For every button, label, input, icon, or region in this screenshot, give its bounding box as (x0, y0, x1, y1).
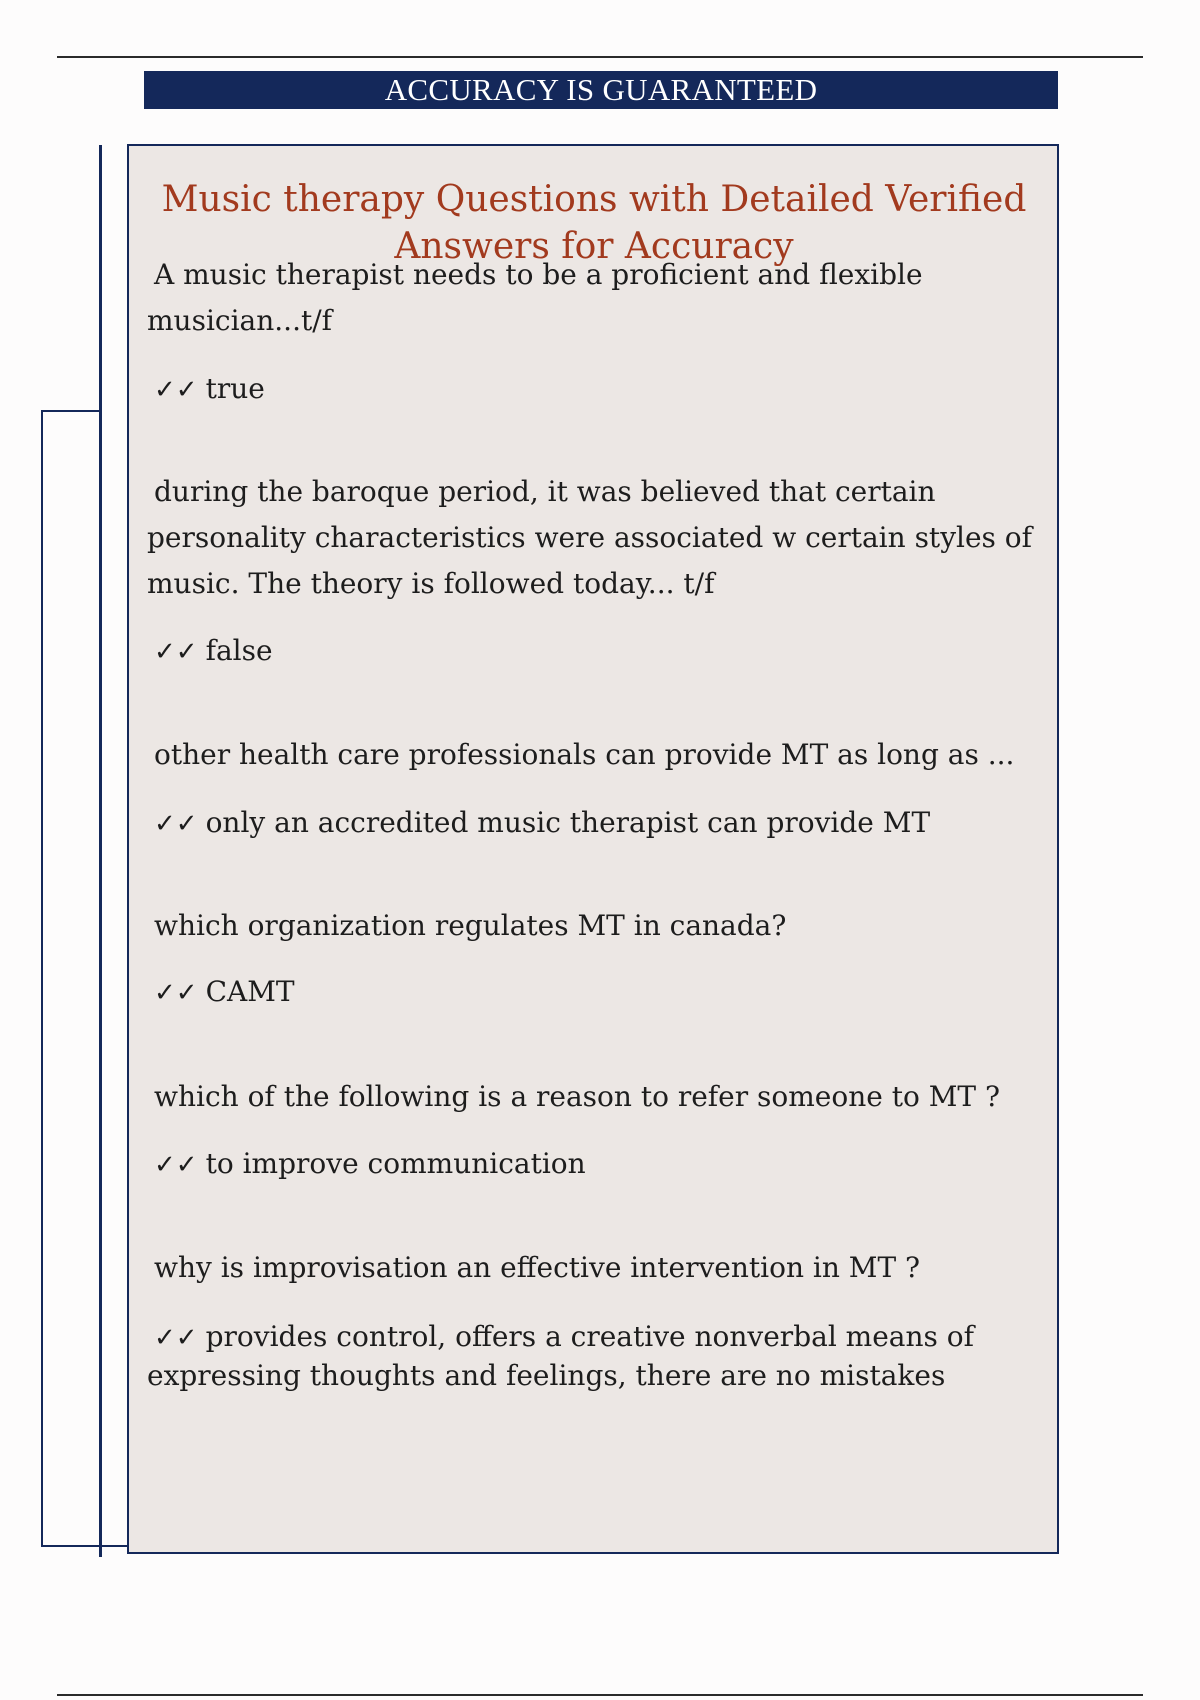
question-6: why is improvisation an effective intervention in MT ? (154, 1251, 921, 1284)
answer-text-3: only an accredited music therapist can provide MT (205, 806, 931, 839)
document-title: Music therapy Questions with Detailed Verified Answers for Accuracy (161, 179, 1027, 267)
answer-5 (147, 1141, 1037, 1188)
question-4: which organization regulates MT in canada? (154, 909, 787, 942)
double-check-icon: ✓✓ (154, 978, 198, 1008)
top-rule (57, 56, 1143, 58)
question-1: A music therapist needs to be a proficient and flexible musician...t/f (147, 258, 923, 337)
answer-text-4: CAMT (205, 975, 295, 1008)
answer-text-2: false (205, 634, 273, 667)
double-check-icon: ✓✓ (154, 1150, 198, 1180)
answer-1 (147, 366, 1037, 413)
left-bracket-line (99, 145, 102, 1557)
answer-text-5: to improve communication (205, 1147, 586, 1180)
left-bracket-hook-side (41, 410, 43, 1547)
accuracy-banner: ACCURACY IS GUARANTEED (144, 71, 1058, 109)
answer-6 (147, 1318, 1037, 1394)
answer-text-6: provides control, offers a creative nonverbal means of expressing thoughts and feelings, there are no mistakes (147, 1320, 975, 1392)
question-5: which of the following is a reason to refer someone to MT ? (154, 1080, 1001, 1113)
bottom-rule (57, 1694, 1143, 1696)
double-check-icon: ✓✓ (154, 375, 198, 405)
double-check-icon: ✓✓ (154, 637, 198, 667)
left-bracket-hook-top (43, 410, 101, 412)
double-check-icon: ✓✓ (154, 809, 198, 839)
answer-4 (147, 969, 1037, 1016)
question-2: during the baroque period, it was believed that certain personality characteristics were associated w certain styles of music. The theory is followed today... t/f (147, 475, 1033, 600)
question-card (127, 144, 1059, 1554)
answer-2 (147, 628, 1037, 675)
question-3: other health care professionals can provide MT as long as ... (154, 738, 1015, 771)
answer-text-1: true (205, 372, 265, 405)
double-check-icon: ✓✓ (154, 1323, 198, 1353)
answer-3 (147, 800, 1037, 847)
